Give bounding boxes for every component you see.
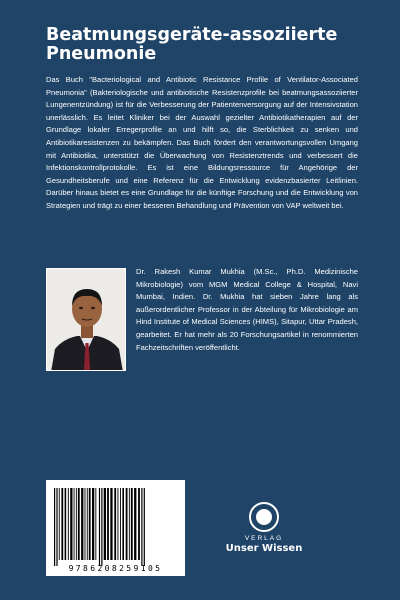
book-title: Beatmungsgeräte-assoziierte Pneumonie bbox=[46, 25, 338, 64]
publisher-logo-icon bbox=[249, 502, 279, 532]
isbn-barcode bbox=[46, 480, 185, 576]
isbn-number: 9786208259105 bbox=[68, 564, 163, 573]
author-bio: Dr. Rakesh Kumar Mukhia (M.Sc., Ph.D. Medizinische Mikrobiologie) vom MGM Medical College & Hospital, Navi Mumbai, Indien. Dr. Mukhia hat sieben Jahre lang als außerordentlicher Professor in der Abteilung für Mikrobiologie am Hind Institute of Medical Sciences (HIMS), Sitapur, Uttar Pradesh, gearbeitet. Er hat mehr als 20 Forschungsartikel in renommierten Fachzeitschriften veröffentlicht. bbox=[136, 267, 358, 352]
book-description: Das Buch "Bacteriological and Antibiotic Resistance Profile of Ventilator-Associated Pneumonia" (Bakteriologische und antibiotische Resistenzprofile bei beatmungsassoziierter Lungenentzündung) ist für die Verbesserung der Patientenversorgung auf der Intensivstation unerlässlich. Es leitet Kliniker bei der Auswahl gezielter Antibiotikatherapien auf der Grundlage lokaler Erregerprofile an und hilft so, die Sterblichkeit zu senken und Antibiotikaresistenzen zu bekämpfen. Das Buch fördert den verantwortungsvollen Umgang mit Antibiotika, unterstützt die Überwachung von Resistenztrends und verbessert die Infektionskontrollprotokolle. Es ist eine Bildungsressource für Angehörige der Gesundheitsberufe und eine Referenz für die Entwicklung evidenzbasierter Leitlinien. Darüber hinaus bietet es eine Grundlage für die künftige Forschung und die Entwicklung von Strategien und trägt zu einer besseren Behandlung und Prävention von VAP weltweit bei. bbox=[46, 75, 358, 210]
publisher-verlag-label: VERLAG bbox=[244, 535, 284, 542]
barcode-bars bbox=[46, 480, 185, 576]
author-portrait-image bbox=[47, 269, 126, 371]
author-photo bbox=[46, 268, 126, 371]
publisher-name: Unser Wissen bbox=[225, 543, 303, 554]
publisher-block bbox=[224, 502, 304, 562]
